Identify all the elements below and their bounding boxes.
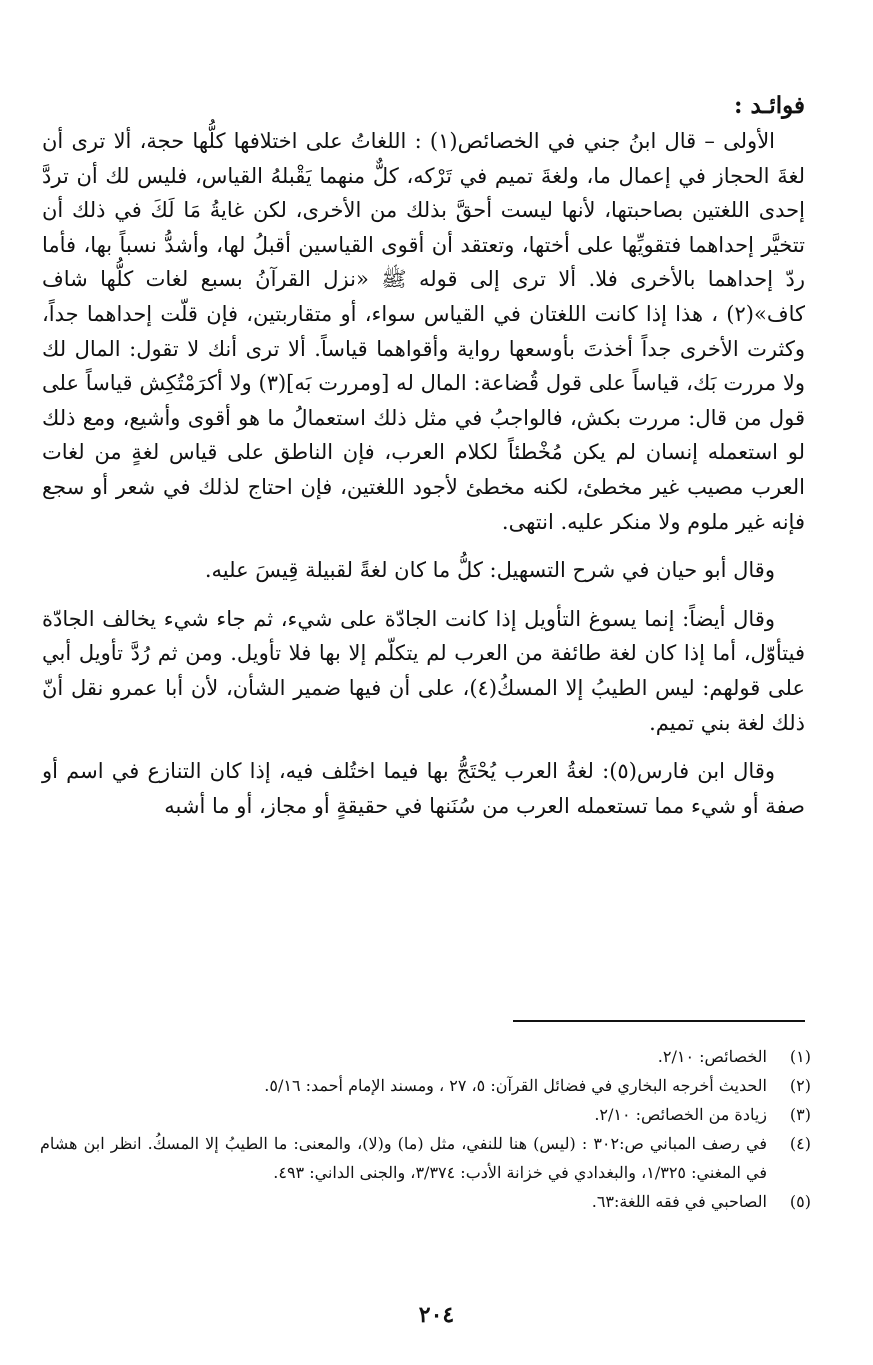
footnote-separator (513, 1020, 805, 1022)
footnote-number: (٤) (789, 1134, 811, 1153)
paragraph-1: الأولى – قال ابنُ جني في الخصائص(١) : اللغاتُ على اختلافها كلُّها حجة، ألا ترى أن لغةَ الحجاز في إعمال ما، ولغةَ تميم في تَرْكه، كلٌّ منهما يَقْبلهُ القياس، فليس لك أن تردَّ إحدى اللغتين بصاحبتها، لأنها ليست أحقَّ بذلك من الأخرى، لكن غايةُ مَا لَكَ في ذلك أن تتخيَّر إحداهما فتقويِّها على أختها، وتعتقد أن أقوى القياسين أقبلُ لها، وأشدُّ نسباً بها، فأما ردّ إحداهما بالأخرى فلا. ألا ترى إلى قوله ﷺ «نزل القرآنُ بسبع لغات كلُّها شاف كاف»(٢) ، هذا إذا كانت اللغتان في القياس سواء، أو متقاربتين، فإن قلّت إحداهما جداً، وكثرت الأخرى جداً أخذتَ بأوسعها رواية وأقواهما قياساً. ألا ترى أنك لا تقول: المال لك ولا مررت بَك، قياساً على قول قُضاعة: المال له [ومررت بَه](٣) ولا أكرَمْتُكِش قياساً على قول من قال: مررت بكش، فالواجبُ في مثل ذلك استعمالُ ما هو أقوى وأشيع، ومع ذلك لو استعمله إنسان لم يكن مُخْطئاً لكلام العرب، فإن الناطق على قياس لغةٍ من لغات العرب مصيب غير مخطئ، لكنه مخطئ لأجود اللغتين، فإن احتاج لذلك في شعر أو سجع فإنه غير ملوم ولا منكر عليه. انتهى. (42, 129, 805, 534)
footnote-number: (١) (789, 1047, 811, 1066)
footnote-text: الخصائص: ٢/١٠. (657, 1047, 767, 1066)
footnote-4 (40, 1129, 811, 1187)
page-number: ٢٠٤ (418, 1302, 455, 1328)
footnote-number: (٥) (789, 1192, 811, 1211)
footnote-number: (٣) (789, 1105, 811, 1124)
footnote-text: زيادة من الخصائص: ٢/١٠. (594, 1105, 767, 1124)
paragraph-2: وقال أبو حيان في شرح التسهيل: كلُّ ما كان لغةً لقبيلة قِيسَ عليه. (204, 558, 775, 583)
footnote-1 (40, 1042, 811, 1071)
footnote-2 (40, 1071, 811, 1100)
paragraph-4: وقال ابن فارس(٥): لغةُ العرب يُحْتَجُّ بها فيما اختُلف فيه، إذا كان التنازع في اسم أو صفة أو شيء مما تستعمله العرب من سُنَنها في حقيقةٍ أو مجاز، أو ما أشبه (42, 759, 805, 818)
footnote-number: (٢) (789, 1076, 811, 1095)
footnotes (40, 1042, 811, 1216)
footnote-text: الحديث أخرجه البخاري في فضائل القرآن: ٥، ٢٧ ، ومسند الإمام أحمد: ٥/١٦. (264, 1076, 767, 1095)
footnote-3 (40, 1100, 811, 1129)
footnote-text: في رصف المباني ص:٣٠٢ : (ليس) هنا للنفي، مثل (ما) و(لا)، والمعنى: ما الطيبُ إلا المسكُ. انظر ابن هشام في المغني: ١/٣٢٥، والبغدادي في خزانة الأدب: ٣/٣٧٤، والجنى الداني: ٤٩٣. (40, 1134, 767, 1182)
footnote-text: الصاحبي في فقه اللغة:٦٣. (591, 1192, 767, 1211)
section-heading: فوائـد : (734, 92, 805, 119)
body-text (42, 124, 805, 823)
paragraph-3: وقال أيضاً: إنما يسوغ التأويل إذا كانت الجادّة على شيء، ثم جاء شيء يخالف الجادّة فيتأوّل، أما إذا كان لغة طائفة من العرب لم يتكلّم إلا بها فلا تأويل. ومن ثم رُدَّ تأويل أبي على قولهم: ليس الطيبُ إلا المسكُ(٤)، على أن فيها ضمير الشأن، لأن أبا عمرو نقل أنّ ذلك لغة بني تميم. (42, 606, 805, 735)
footnote-5 (40, 1187, 811, 1216)
